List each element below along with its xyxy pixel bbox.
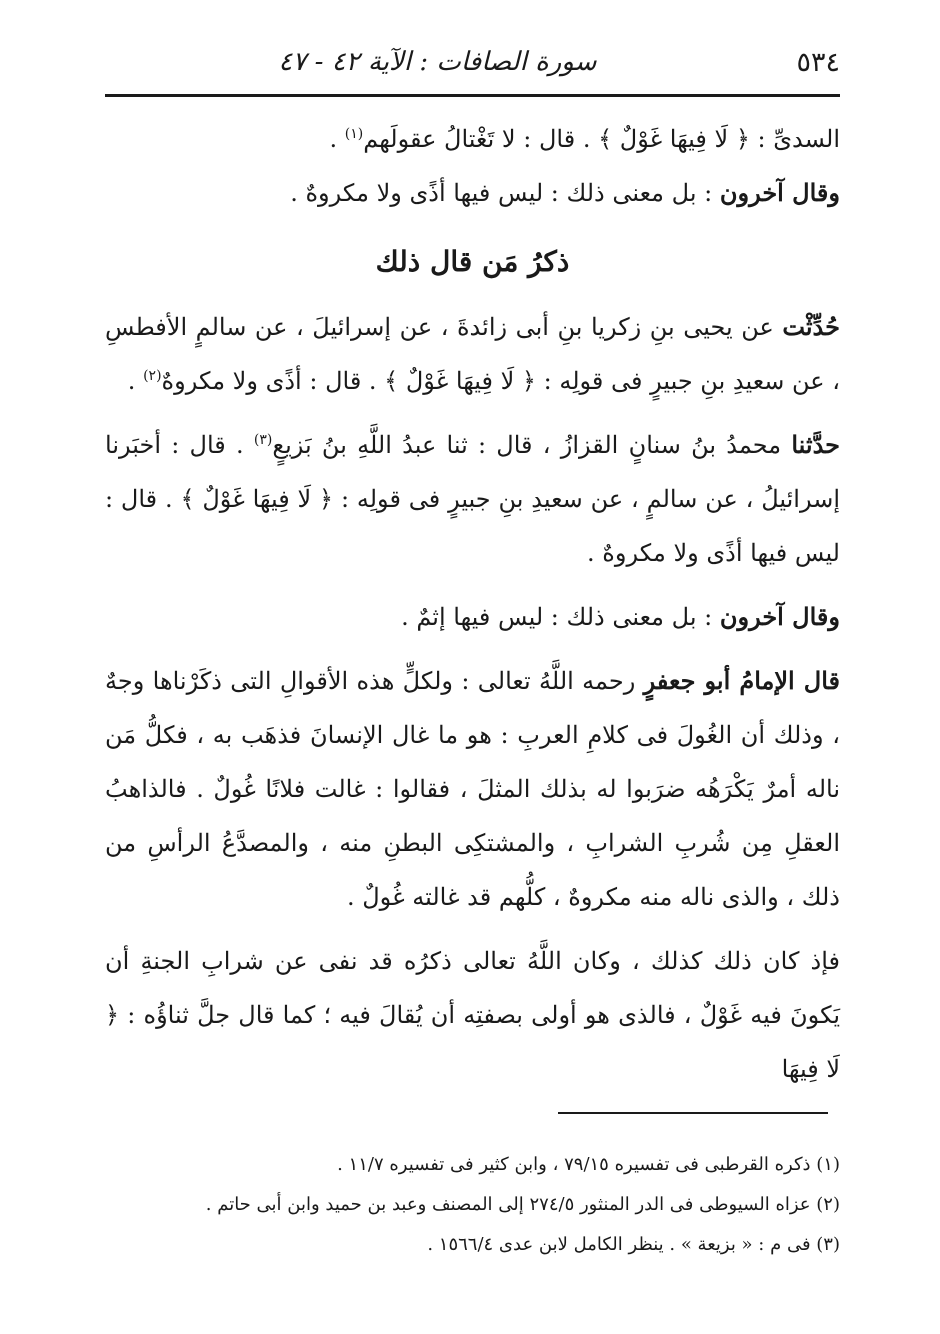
paragraph-4-lead: حدَّثنا — [791, 430, 840, 459]
paragraph-6 — [105, 654, 840, 924]
page-number: ٥٣٤ — [796, 46, 840, 78]
footnote-ref-2: (٢) — [143, 368, 162, 384]
main-text — [105, 112, 840, 1096]
paragraph-3 — [105, 300, 840, 408]
paragraph-2-lead: وقال آخرون — [719, 178, 840, 207]
paragraph-4-rest: . قال : أخبَرنا إسرائيلُ ، عن سالمٍ ، عن سعيدِ بنِ جبيرٍ فى قولِه : ﴿ لَا فِيهَا غَوْلٌ ﴾ . قال : ليس فيها أذًى ولا مكروهٌ . — [105, 431, 840, 567]
paragraph-1-text: السدىِّ : ﴿ لَا فِيهَا غَوْلٌ ﴾ . قال : لا تَغْتالُ عقولَهم — [363, 125, 840, 153]
footnote-ref-1: (١) — [344, 126, 364, 142]
paragraph-5-lead: وقال آخرون — [719, 602, 840, 631]
paragraph-3-lead: حُدِّثْت — [782, 312, 840, 341]
page-header — [105, 38, 840, 86]
footnotes — [105, 1145, 840, 1265]
paragraph-2 — [105, 166, 840, 220]
paragraph-6-text: رحمه اللَّهُ تعالى : ولكلٍّ هذه الأقوالِ التى ذكَرْناها وجهٌ ، وذلك أن الغُولَ فى كلامِ العربِ : هو ما غال الإنسانَ فذهَب به ، فكلُّ مَن ناله أمرٌ يَكْرَهُه ضرَبوا له بذلك المثلَ ، فقالوا : غالت فلانًا غُولٌ . فالذاهبُ العقلِ مِن شُربِ الشرابِ ، والمشتكِى البطنِ منه ، والمصدَّعُ الرأسِ من ذلك ، والذى ناله منه مكروهٌ ، كلُّهم قد غالته غُولٌ . — [105, 667, 840, 911]
paragraph-5-text: : بل معنى ذلك : ليس فيها إثمٌ . — [401, 603, 720, 631]
running-title: سورة الصافات : الآية ٤٢ - ٤٧ — [278, 47, 597, 77]
paragraph-3-text: عن يحيى بنِ زكريا بنِ أبى زائدةَ ، عن إسرائيلَ ، عن سالمٍ الأفطسِ ، عن سعيدِ بنِ جبيرٍ فى قولِه : ﴿ لَا فِيهَا غَوْلٌ ﴾ . قال : أذًى ولا مكروهٌ — [105, 313, 840, 395]
paragraph-2-text: : بل معنى ذلك : ليس فيها أذًى ولا مكروهٌ . — [290, 179, 720, 207]
paragraph-4-text: محمدُ بنُ سنانٍ القزازُ ، قال : ثنا عبدُ اللَّهِ بنُ بَزيعٍ — [272, 431, 792, 459]
paragraph-1 — [105, 112, 840, 166]
paragraph-1-end: . — [329, 125, 345, 153]
footnote-ref-3: (٣) — [253, 432, 273, 448]
footnote-1: (١) ذكره القرطبى فى تفسيره ٧٩/١٥ ، وابن كثير فى تفسيره ١١/٧ . — [337, 1154, 840, 1175]
paragraph-3-end: . — [127, 367, 144, 395]
paragraph-7 — [105, 934, 840, 1096]
header-rule — [105, 94, 840, 97]
section-heading: ذكرُ مَن قال ذلك — [375, 245, 570, 278]
paragraph-7-text: فإذ كان ذلك كذلك ، وكان اللَّهُ تعالى ذكرُه قد نفى عن شرابِ الجنةِ أن يَكونَ فيه غَوْلٌ ، فالذى هو أولى بصفتِه أن يُقالَ فيه ؛ كما قال جلَّ ثناؤُه : ﴿ لَا فِيهَا — [105, 947, 840, 1083]
paragraph-4 — [105, 418, 840, 580]
paragraph-6-lead: قال الإمامُ أبو جعفرٍ — [643, 666, 840, 695]
footnote-separator — [558, 1112, 828, 1114]
footnote-3: (٣) فى م : « بزيعة » . ينظر الكامل لابن عدى ١٥٦٦/٤ . — [427, 1234, 840, 1255]
footnote-2: (٢) عزاه السيوطى فى الدر المنثور ٢٧٤/٥ إلى المصنف وعبد بن حميد وابن أبى حاتم . — [205, 1194, 840, 1215]
paragraph-5 — [105, 590, 840, 644]
